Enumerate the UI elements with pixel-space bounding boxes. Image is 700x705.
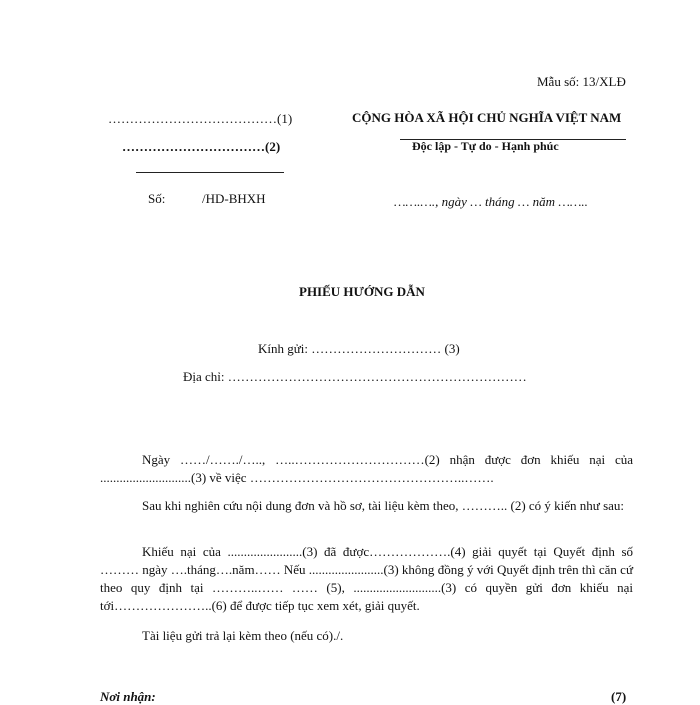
place-and-date: …….…., ngày … tháng … năm …….. <box>394 194 588 209</box>
national-motto: Độc lập - Tự do - Hạnh phúc <box>412 139 559 153</box>
national-title: CỘNG HÒA XÃ HỘI CHỦ NGHĨA VIỆT NAM <box>352 110 622 125</box>
paragraph-review: Sau khi nghiên cứu nội dung đơn và hồ sơ, tài liệu kèm theo, ……….. (2) có ý kiến như sau: <box>142 498 625 513</box>
recipient-line: Kính gửi: ………………………… (3) <box>258 341 460 356</box>
document-title: PHIẾU HƯỚNG DẪN <box>299 284 425 299</box>
agency-line-2: ……………………………(2) <box>122 139 281 154</box>
paragraph-received: Ngày ……/……./….., …..…………………………(2) nhận được đơn khiếu nại của ............................(3) về việc …………………………………………..……. <box>100 452 633 485</box>
form-number: Mẫu số: 13/XLĐ <box>537 74 626 89</box>
signature-marker: (7) <box>611 689 627 704</box>
agency-line-1: …………………………………(1) <box>108 111 293 126</box>
paragraph-instruction: Khiếu nại của .......................(3) đã được……………….(4) giải quyết tại Quyết định số ……… ngày ….tháng….năm…… Nếu .......................(3) không đồng ý với Quyết định trên thì căn cứ theo quy định tại ………..…… …… (5), ...........................(3) có quyền gửi đơn khiếu nại tới…………………..(6) để được tiếp tục xem xét, giải quyết. <box>100 544 633 613</box>
agency-underline <box>136 172 284 173</box>
paragraph-attachments: Tài liệu gửi trả lại kèm theo (nếu có)./. <box>142 628 344 643</box>
recipients-label: Nơi nhận: <box>100 689 156 704</box>
document-number-label: Số: <box>148 191 166 206</box>
address-line: Địa chỉ: …………………………………………………………… <box>183 369 527 384</box>
document-number-code: /HD-BHXH <box>202 191 266 206</box>
